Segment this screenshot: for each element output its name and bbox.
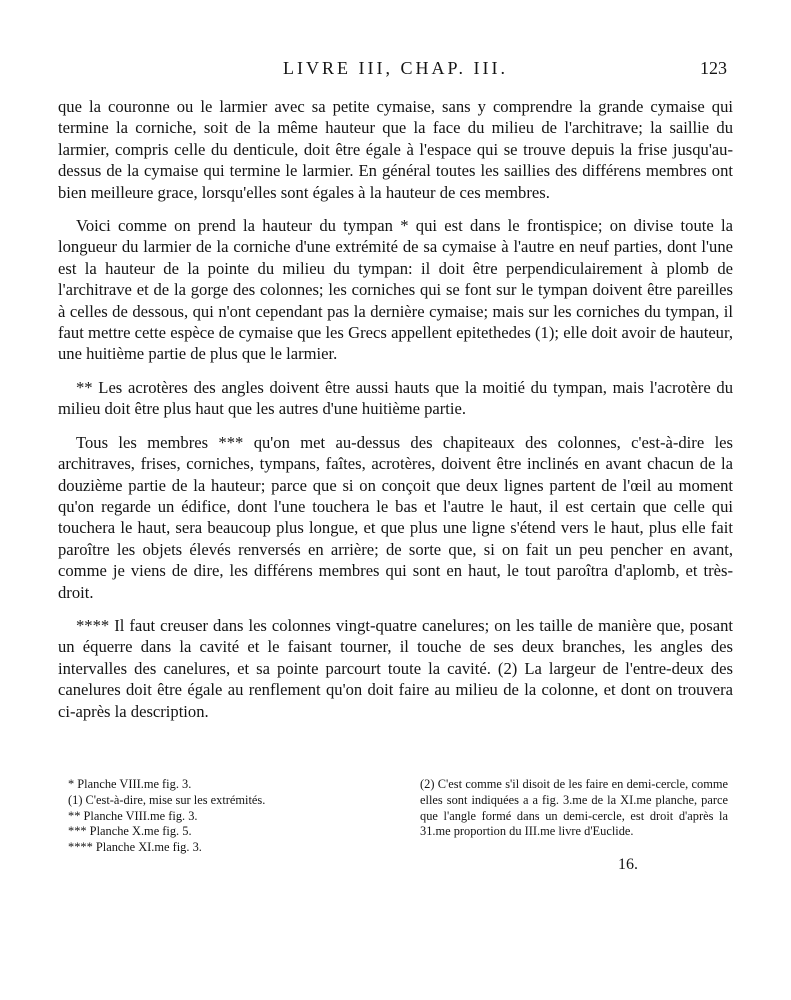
page-number: 123 (700, 58, 727, 78)
footnote-plate-viii-b: ** Planche VIII.me fig. 3. (68, 808, 198, 823)
footnote-plate-viii-a: * Planche VIII.me fig. 3. (68, 777, 192, 791)
paragraph-3: ** Les acrotères des angles doivent être aussi hauts que la moitié du tympan, mais l'acrotère du milieu doit être plus haut que les autres d'une huitième partie. (58, 377, 733, 419)
footnote-plate-xi: **** Planche XI.me fig. 3. (68, 840, 202, 855)
paragraph-4: Tous les membres *** qu'on met au-dessus des chapiteaux des colonnes, c'est-à-dire les architraves, frises, corniches, tympans, faîtes, acrotères, doivent être inclinés en avant chacun de la douzième partie de la hauteur; parce que si on conçoit que deux lignes partent de l'œil au moment qu'on regarde un édifice, dont l'une touchera le bas et l'autre le haut, il est certain que celle qui touchera le haut, sera beaucoup plus longue, et que plus une ligne s'étend vers le haut, plus elle fait paroître les objets élevés renversés en arrière; de sorte que, si on fait un peu pencher en avant, comme je viens de dire, les différens membres qui sont en haut, le tout paroîtra d'aplomb, et très-droit. (58, 432, 733, 602)
body-text (58, 96, 733, 734)
paragraph-5: **** Il faut creuser dans les colonnes vingt-quatre canelures; on les taille de manière que, posant un équerre dans la cavité et le faisant tourner, il touche de ses deux branches, les angles des intervalles des canelures, et sa pointe parcourt toute la cavité. (2) La largeur de l'entre-deux des canelures doit être égale au renflement qu'on doit faire au milieu de la colonne, et dont on trouvera ci-après la description. (58, 615, 733, 721)
paragraph-1: que la couronne ou le larmier avec sa petite cymaise, sans y comprendre la grande cymaise qui termine la corniche, soit de la même hauteur que la face du milieu de l'architrave; la saillie du larmier, compris celle du denticule, doit être égale à l'espace qui se trouve depuis la frise jusqu'au-dessus de la cymaise qui termine le larmier. En général toutes les saillies des différens membres ont bien meilleure grace, lorsqu'elles sont égales à la hauteur de ces membres. (58, 97, 733, 202)
footnotes (60, 777, 735, 867)
footnote-1: (1) C'est-à-dire, mise sur les extrémités. (68, 792, 266, 807)
footnote-2: (2) C'est comme s'il disoit de les faire en demi-cercle, comme elles sont indiquées a a fig. 3.me de la XI.me planche, parce que l'angle formé dans un demi-cercle, est droit d'après la 31.me proportion du III.me livre d'Euclide. (420, 777, 728, 839)
footnote-plate-x: *** Planche X.me fig. 5. (68, 824, 192, 839)
running-title: LIVRE III, CHAP. III. (283, 58, 508, 78)
paragraph-2: Voici comme on prend la hauteur du tympan * qui est dans le frontispice; on divise toute la longueur du larmier de la corniche d'une extrémité de sa cymaise à l'autre en neuf parties, dont l'une est la hauteur de la pointe du milieu du tympan: il doit être perpendiculairement à plomb de l'architrave et de la gorge des colonnes; les corniches qui se font sur le tympan doivent être pareilles à celles de dessous, qui n'ont cependant pas la dernière cymaise; mais sur les corniches du tympan, il faut mettre cette espèce de cymaise que les Grecs appellent epitethedes (1); elle doit avoir de hauteur, une huitième partie de plus que le larmier. (58, 216, 733, 364)
page-header (60, 58, 731, 84)
signature-mark: 16. (618, 856, 638, 873)
footnotes-left-column (68, 777, 368, 856)
